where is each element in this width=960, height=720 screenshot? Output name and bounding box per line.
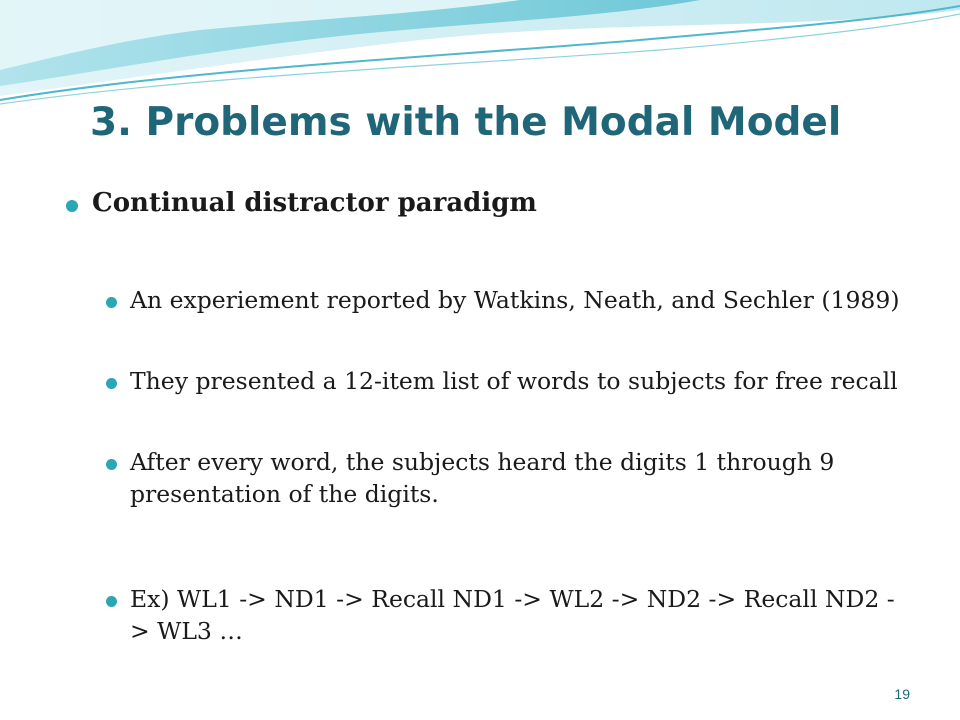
slide-title: 3. Problems with the Modal Model xyxy=(90,100,842,145)
bullet-dot-icon xyxy=(106,596,117,607)
sub-bullet-3: After every word, the subjects heard the digits 1 through 9 presentation of the digits. xyxy=(130,448,835,508)
page-number: 19 xyxy=(894,686,910,702)
sub-bullet-1: An experiement reported by Watkins, Neath, and Sechler (1989) xyxy=(130,286,900,314)
bullet-dot-icon xyxy=(106,297,117,308)
bullet-dot-icon xyxy=(66,200,78,212)
sub-bullet-4: Ex) WL1 -> ND1 -> Recall ND1 -> WL2 -> ND2 -> Recall ND2 -> WL3 … xyxy=(130,585,895,645)
bullet-dot-icon xyxy=(106,459,117,470)
bullet-dot-icon xyxy=(106,378,117,389)
sub-bullet-2: They presented a 12-item list of words to subjects for free recall xyxy=(130,367,898,395)
heading-bullet: Continual distractor paradigm xyxy=(92,188,537,218)
